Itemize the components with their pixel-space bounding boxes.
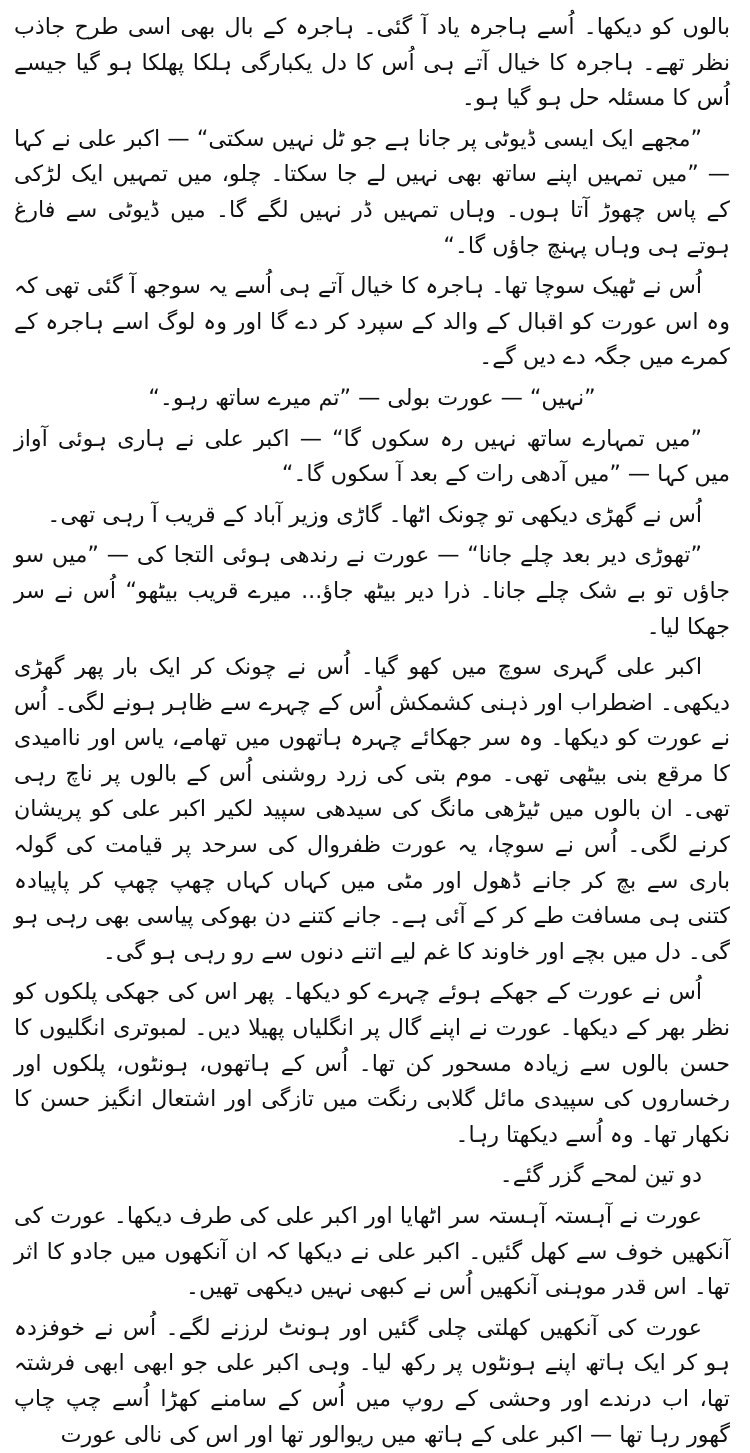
paragraph-8: اکبر علی گہری سوچ میں کھو گیا۔ اُس نے چونک کر ایک بار پھر گھڑی دیکھی۔ اضطراب اور ذہنی کشمکش اُس کے چہرے سے ظاہر ہونے لگی۔ اُس نے عورت کو دیکھا۔ وہ سر جھکائے چہرہ ہاتھوں میں تھامے، یاس اور ناامیدی کا مرقع بنی بیٹھی تھی۔ موم بتی کی زرد روشنی اُس کے بالوں پر ناچ رہی تھی۔ ان بالوں میں ٹیڑھی مانگ کی سیدھی سپید لکیر اکبر علی کو پریشان کرنے لگی۔ اُس نے سوچا، یہ عورت ظفروال کی سرحد پر قیامت کی گولہ باری سے بچ کر جانے ڈھول اور مٹی میں کہاں کہاں چھپ چھپ کر پاپیادہ کتنی ہی مسافت طے کر کے آئی ہے۔ جانے کتنے دن بھوکی پیاسی بھی رہی ہو گی۔ دل میں بچے اور خاوند کا غم لیے اتنے دنوں سے رو رہی ہو گی۔ — [14, 654, 730, 965]
paragraph-5: ”میں تمہارے ساتھ نہیں رہ سکوں گا“ — اکبر علی نے ہاری ہوئی آواز میں کہا — ”میں آدھی رات کے بعد آ سکوں گا۔“ — [14, 425, 730, 488]
paragraph-4: ”نہیں“ — عورت بولی — ”تم میرے ساتھ رہو۔“ — [148, 384, 596, 411]
paragraph-10: دو تین لمحے گزر گئے۔ — [499, 1162, 702, 1189]
paragraph-9: اُس نے عورت کے جھکے ہوئے چہرے کو دیکھا۔ پھر اس کی جھکی پلکوں کو نظر بھر کے دیکھا۔ عورت نے اپنے گال پر انگلیاں پھیلا دیں۔ لمبوتری انگلیوں کا حسن بالوں سے زیادہ مسحور کن تھا۔ اُس کے ہاتھوں، ہونٹوں، پلکوں اور رخساروں کی سپیدی مائل گلابی رنگت میں تازگی اور اشتعال انگیز حسن کا نکھار تھا۔ وہ اُسے دیکھتا رہا۔ — [14, 979, 730, 1148]
paragraph-2: ”مجھے ایک ایسی ڈیوٹی پر جانا ہے جو ٹل نہیں سکتی“ — اکبر علی نے کہا — ”میں تمہیں اپنے ساتھ بھی نہیں لے جا سکتا۔ چلو، میں تمہیں ایک لڑکی کے پاس چھوڑ آتا ہوں۔ وہاں تمہیں ڈر نہیں لگے گا۔ میں ڈیوٹی سے فارغ ہوتے ہی وہاں پہنچ جاؤں گا۔“ — [14, 125, 730, 259]
paragraph-3: اُس نے ٹھیک سوچا تھا۔ ہاجرہ کا خیال آتے ہی اُسے یہ سوجھ آ گئی تھی کہ وہ اس عورت کو اقبال کے والد کے سپرد کر دے گا اور وہ لوگ اسے ہاجرہ کے کمرے میں جگہ دے دیں گے۔ — [14, 273, 730, 371]
paragraph-1: بالوں کو دیکھا۔ اُسے ہاجرہ یاد آ گئی۔ ہاجرہ کے بال بھی اسی طرح جاذب نظر تھے۔ ہاجرہ کا خیال آتے ہی اُس کا دل یکبارگی ہلکا پھلکا ہو گیا جیسے اُس کا مسئلہ حل ہو گیا ہو۔ — [14, 14, 730, 112]
paragraph-6: اُس نے گھڑی دیکھی تو چونک اٹھا۔ گاڑی وزیر آباد کے قریب آ رہی تھی۔ — [47, 501, 702, 528]
paragraph-11: عورت نے آہستہ آہستہ سر اٹھایا اور اکبر علی کی طرف دیکھا۔ عورت کی آنکھیں خوف سے کھل گئیں۔ اکبر علی نے دیکھا کہ ان آنکھوں میں جادو کا اثر تھا۔ اس قدر موہنی آنکھیں اُس نے کبھی نہیں دیکھی تھیں۔ — [14, 1203, 730, 1301]
paragraph-7: ”تھوڑی دیر بعد چلے جانا“ — عورت نے رندھی ہوئی التجا کی — ”میں سو جاؤں تو بے شک چلے جانا۔ ذرا دیر بیٹھ جاؤ... میرے قریب بیٹھو“ اُس نے سر جھکا لیا۔ — [14, 542, 730, 640]
paragraph-12: عورت کی آنکھیں کھلتی چلی گئیں اور ہونٹ لرزنے لگے۔ اُس نے خوفزدہ ہو کر ایک ہاتھ اپنے ہونٹوں پر رکھ لیا۔ وہی اکبر علی جو ابھی ابھی فرشتہ تھا، اب درندے اور وحشی کے روپ میں اُس کے سامنے کھڑا اُسے چپ چاپ گھور رہا تھا — اکبر علی کے ہاتھ میں ریوالور تھا اور اس کی نالی عورت — [14, 1314, 730, 1448]
